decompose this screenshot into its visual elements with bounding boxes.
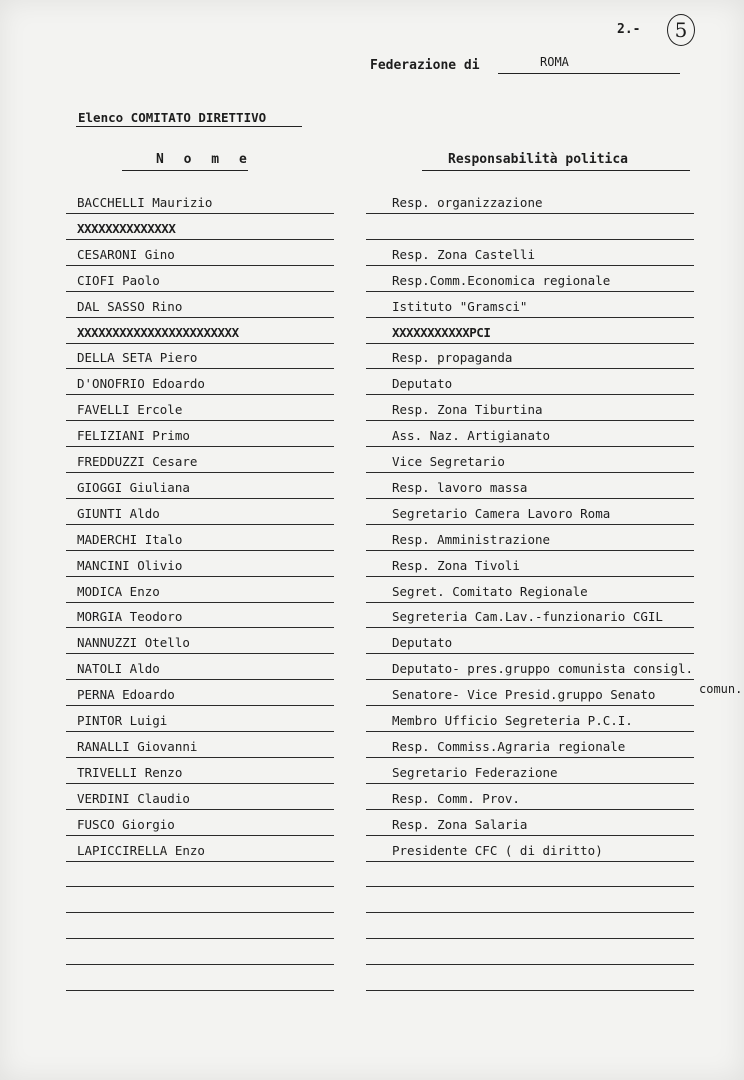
table-row-responsabilita (366, 784, 694, 810)
table-row-name (66, 706, 334, 732)
table-row-name (66, 395, 334, 421)
member-name: PINTOR Luigi (77, 713, 168, 728)
table-row-name (66, 939, 334, 965)
member-responsabilita: Resp. Comm. Prov. (392, 791, 520, 806)
table-row-responsabilita (366, 913, 694, 939)
table-row-name (66, 525, 334, 551)
table-row-responsabilita (366, 836, 694, 862)
list-title: Elenco COMITATO DIRETTIVO (78, 110, 267, 125)
member-responsabilita: Resp. propaganda (392, 350, 513, 365)
table-row-name (66, 369, 334, 395)
member-name: MANCINI Olivio (77, 558, 183, 573)
page-number: 2.- (617, 22, 641, 37)
table-row-name (66, 577, 334, 603)
table-row-name (66, 499, 334, 525)
table-row-name (66, 551, 334, 577)
member-name: VERDINI Claudio (77, 791, 190, 806)
table-row-name (66, 784, 334, 810)
member-responsabilita: Resp. organizzazione (392, 195, 543, 210)
circled-page-number: 5 (667, 14, 695, 46)
member-name: NANNUZZI Otello (77, 635, 190, 650)
member-responsabilita: Segret. Comitato Regionale (392, 584, 588, 599)
member-name: PERNA Edoardo (77, 687, 175, 702)
table-row-name (66, 887, 334, 913)
table-row-name (66, 602, 334, 628)
column-header-responsabilita-underline (422, 170, 690, 171)
table-row-responsabilita (366, 292, 694, 318)
member-responsabilita: Deputato (392, 635, 453, 650)
member-name: DAL SASSO Rino (77, 299, 183, 314)
federazione-underline (498, 73, 680, 74)
federazione-value: ROMA (540, 55, 569, 69)
member-name: NATOLI Aldo (77, 661, 160, 676)
table-row-name (66, 266, 334, 292)
member-responsabilita: Resp. Zona Castelli (392, 247, 535, 262)
member-name: DELLA SETA Piero (77, 350, 198, 365)
table-row-responsabilita (366, 447, 694, 473)
table-row-name (66, 318, 334, 344)
federazione-label: Federazione di (370, 58, 480, 73)
table-row-responsabilita (366, 551, 694, 577)
member-name: CIOFI Paolo (77, 273, 160, 288)
member-responsabilita: Segretario Camera Lavoro Roma (392, 506, 611, 521)
table-row-name (66, 732, 334, 758)
member-responsabilita: Presidente CFC ( di diritto) (392, 843, 603, 858)
member-responsabilita: Resp.Comm.Economica regionale (392, 273, 611, 288)
member-responsabilita: Resp. Zona Tiburtina (392, 402, 543, 417)
table-row-name (66, 421, 334, 447)
table-row-name (66, 473, 334, 499)
table-row-name (66, 628, 334, 654)
member-name: GIOGGI Giuliana (77, 480, 190, 495)
table-row-responsabilita (366, 654, 694, 680)
table-row-name (66, 447, 334, 473)
member-responsabilita: Istituto "Gramsci" (392, 299, 528, 314)
table-row-responsabilita (366, 706, 694, 732)
table-row-responsabilita (366, 214, 694, 240)
member-responsabilita: Deputato (392, 376, 453, 391)
table-row-name (66, 214, 334, 240)
table-row-responsabilita (366, 758, 694, 784)
table-row-responsabilita (366, 680, 694, 706)
table-row-responsabilita (366, 965, 694, 991)
table-row-responsabilita (366, 240, 694, 266)
table-row-name (66, 836, 334, 862)
list-title-underline (76, 126, 302, 127)
table-row-name (66, 654, 334, 680)
member-name: XXXXXXXXXXXXXXXXXXXXXXX (77, 325, 239, 340)
table-row-responsabilita (366, 732, 694, 758)
table-row-responsabilita (366, 343, 694, 369)
member-name: MADERCHI Italo (77, 532, 183, 547)
member-responsabilita: Resp. Zona Salaria (392, 817, 528, 832)
member-name: FUSCO Giorgio (77, 817, 175, 832)
table-row-responsabilita (366, 421, 694, 447)
member-name: TRIVELLI Renzo (77, 765, 183, 780)
table-row-responsabilita (366, 602, 694, 628)
table-row-responsabilita (366, 939, 694, 965)
member-name: BACCHELLI Maurizio (77, 195, 213, 210)
member-responsabilita: Vice Segretario (392, 454, 505, 469)
table-row-responsabilita (366, 318, 694, 344)
member-name: FAVELLI Ercole (77, 402, 183, 417)
member-name: MODICA Enzo (77, 584, 160, 599)
member-responsabilita: Resp. lavoro massa (392, 480, 528, 495)
table-row-name (66, 861, 334, 887)
table-row-name (66, 913, 334, 939)
table-row-responsabilita (366, 810, 694, 836)
member-responsabilita: Segretario Federazione (392, 765, 558, 780)
member-name: D'ONOFRIO Edoardo (77, 376, 205, 391)
member-responsabilita: Ass. Naz. Artigianato (392, 428, 551, 443)
member-responsabilita: Resp. Zona Tivoli (392, 558, 520, 573)
member-name: FREDDUZZI Cesare (77, 454, 198, 469)
member-name: MORGIA Teodoro (77, 609, 183, 624)
table-row-name (66, 810, 334, 836)
member-name: LAPICCIRELLA Enzo (77, 843, 205, 858)
table-row-name (66, 680, 334, 706)
table-row-responsabilita (366, 188, 694, 214)
table-row-name (66, 240, 334, 266)
member-responsabilita: Resp. Commiss.Agraria regionale (392, 739, 626, 754)
column-header-nome-underline (122, 170, 248, 171)
member-responsabilita: Resp. Amministrazione (392, 532, 551, 547)
table-row-responsabilita (366, 473, 694, 499)
member-name: XXXXXXXXXXXXXX (77, 221, 176, 236)
table-row-name (66, 343, 334, 369)
member-responsabilita: Segreteria Cam.Lav.-funzionario CGIL (392, 609, 663, 624)
table-row-responsabilita (366, 369, 694, 395)
member-responsabilita: Membro Ufficio Segreteria P.C.I. (392, 713, 633, 728)
column-header-nome: N o m e (156, 152, 253, 167)
table-row-name (66, 292, 334, 318)
table-row-responsabilita (366, 861, 694, 887)
table-row-responsabilita (366, 395, 694, 421)
table-row-responsabilita (366, 525, 694, 551)
member-name: RANALLI Giovanni (77, 739, 198, 754)
table-row-name (66, 188, 334, 214)
table-row-name (66, 965, 334, 991)
member-name: CESARONI Gino (77, 247, 175, 262)
member-name: FELIZIANI Primo (77, 428, 190, 443)
member-responsabilita: Senatore- Vice Presid.gruppo Senato (392, 687, 656, 702)
member-responsabilita: XXXXXXXXXXXPCI (392, 325, 491, 340)
member-name: GIUNTI Aldo (77, 506, 160, 521)
table-row-responsabilita (366, 577, 694, 603)
member-responsabilita: Deputato- pres.gruppo comunista consigl. (392, 661, 694, 676)
table-row-name (66, 758, 334, 784)
table-row-responsabilita (366, 628, 694, 654)
table-row-responsabilita (366, 266, 694, 292)
table-row-responsabilita (366, 887, 694, 913)
table-row-responsabilita (366, 499, 694, 525)
column-header-responsabilita: Responsabilità politica (448, 152, 629, 167)
perna-superscript-note: comun. (699, 682, 743, 696)
